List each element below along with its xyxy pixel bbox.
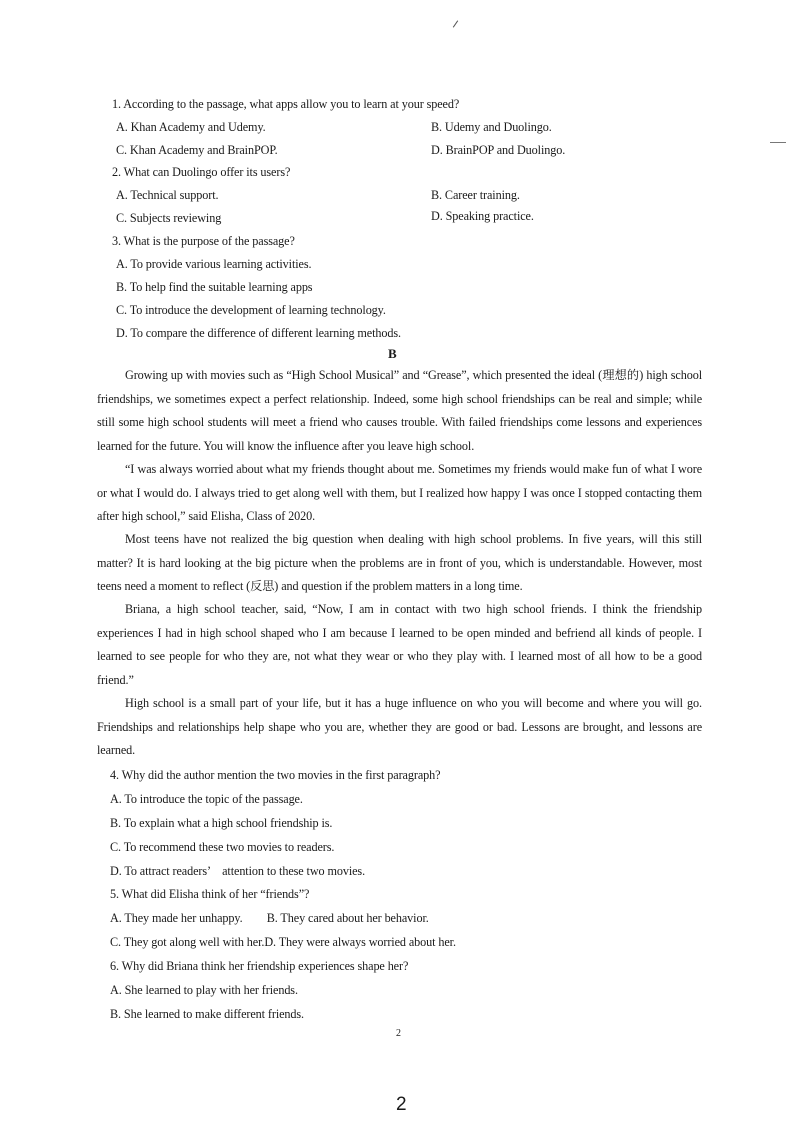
question-2-option-b: B. Career training.	[431, 188, 520, 202]
question-4-stem: 4. Why did the author mention the two movies in the first paragraph?	[110, 768, 441, 782]
question-6-stem: 6. Why did Briana think her friendship experiences shape her?	[110, 959, 409, 973]
question-3-option-b: B. To help find the suitable learning apps	[116, 280, 313, 294]
scan-mark	[453, 20, 458, 27]
question-2-option-c: C. Subjects reviewing	[116, 211, 222, 225]
page-number: 2	[396, 1094, 407, 1115]
question-5-stem: 5. What did Elisha think of her “friends”?	[110, 887, 310, 901]
question-4-option-b: B. To explain what a high school friendship is.	[110, 816, 333, 830]
question-2-option-d: D. Speaking practice.	[431, 209, 534, 223]
question-1-option-b: B. Udemy and Duolingo.	[431, 120, 552, 134]
scan-mark	[770, 142, 786, 143]
passage-paragraph-2: “I was always worried about what my friends thought about me. Sometimes my friends would make fun of what I wore or what I would do. I always tried to get along well with them, but I realized how happy I was once I stopped contacting them after high school,” said Elisha, Class of 2020.	[97, 462, 702, 523]
question-3-option-c: C. To introduce the development of learning technology.	[116, 303, 386, 317]
question-3-option-d: D. To compare the difference of different learning methods.	[116, 326, 401, 340]
question-1-option-c: C. Khan Academy and BrainPOP.	[116, 143, 278, 157]
passage-paragraph-3: Most teens have not realized the big question when dealing with high school problems. In five years, will this still matter? It is hard looking at the big picture when the problems are in front of you, which is understandable. However, most teens need a moment to reflect (反思) and question if the problem matters in a long time.	[97, 532, 702, 593]
question-1-option-a: A. Khan Academy and Udemy.	[116, 120, 266, 134]
passage-paragraph-5: High school is a small part of your life, but it has a huge influence on who you will become and where you will go. Friendships and relationships help shape who you are, whether they are good or bad. Lessons are brought, and lessons are learned.	[97, 696, 702, 757]
passage-paragraph-4: Briana, a high school teacher, said, “Now, I am in contact with two high school friends. I think the friendship experiences I had in high school shaped who I am because I learned to be open minded and befriend all kinds of people. I learned to see people for who they are, not what they wear or who they play with. I learned most of all how to be a good friend.”	[97, 602, 702, 687]
section-heading: B	[388, 346, 397, 361]
question-5-options-cd: C. They got along well with her.D. They were always worried about her.	[110, 935, 456, 949]
question-6-option-b: B. She learned to make different friends.	[110, 1007, 304, 1021]
question-4-option-a: A. To introduce the topic of the passage.	[110, 792, 303, 806]
question-5-options-ab: A. They made her unhappy. B. They cared about her behavior.	[110, 911, 429, 925]
question-2-option-a: A. Technical support.	[116, 188, 219, 202]
question-1-option-d: D. BrainPOP and Duolingo.	[431, 143, 566, 157]
question-3-option-a: A. To provide various learning activities.	[116, 257, 312, 271]
question-1-stem: 1. According to the passage, what apps allow you to learn at your speed?	[112, 97, 460, 111]
passage-paragraph-1: Growing up with movies such as “High School Musical” and “Grease”, which presented the ideal (理想的) high school friendships, we sometimes expect a perfect relationship. Indeed, some high school friendships can be real and simple; while still some high school students will meet a friend who causes trouble. With failed friendships come lessons and experiences learned for the future. You will know the influence after you leave high school.	[97, 368, 702, 453]
question-3-stem: 3. What is the purpose of the passage?	[112, 234, 295, 248]
question-4-option-d: D. To attract readers’ attention to these two movies.	[110, 864, 366, 878]
question-2-stem: 2. What can Duolingo offer its users?	[112, 165, 291, 179]
question-4-option-c: C. To recommend these two movies to readers.	[110, 840, 335, 854]
page-number-small: 2	[396, 1028, 401, 1039]
question-6-option-a: A. She learned to play with her friends.	[110, 983, 298, 997]
